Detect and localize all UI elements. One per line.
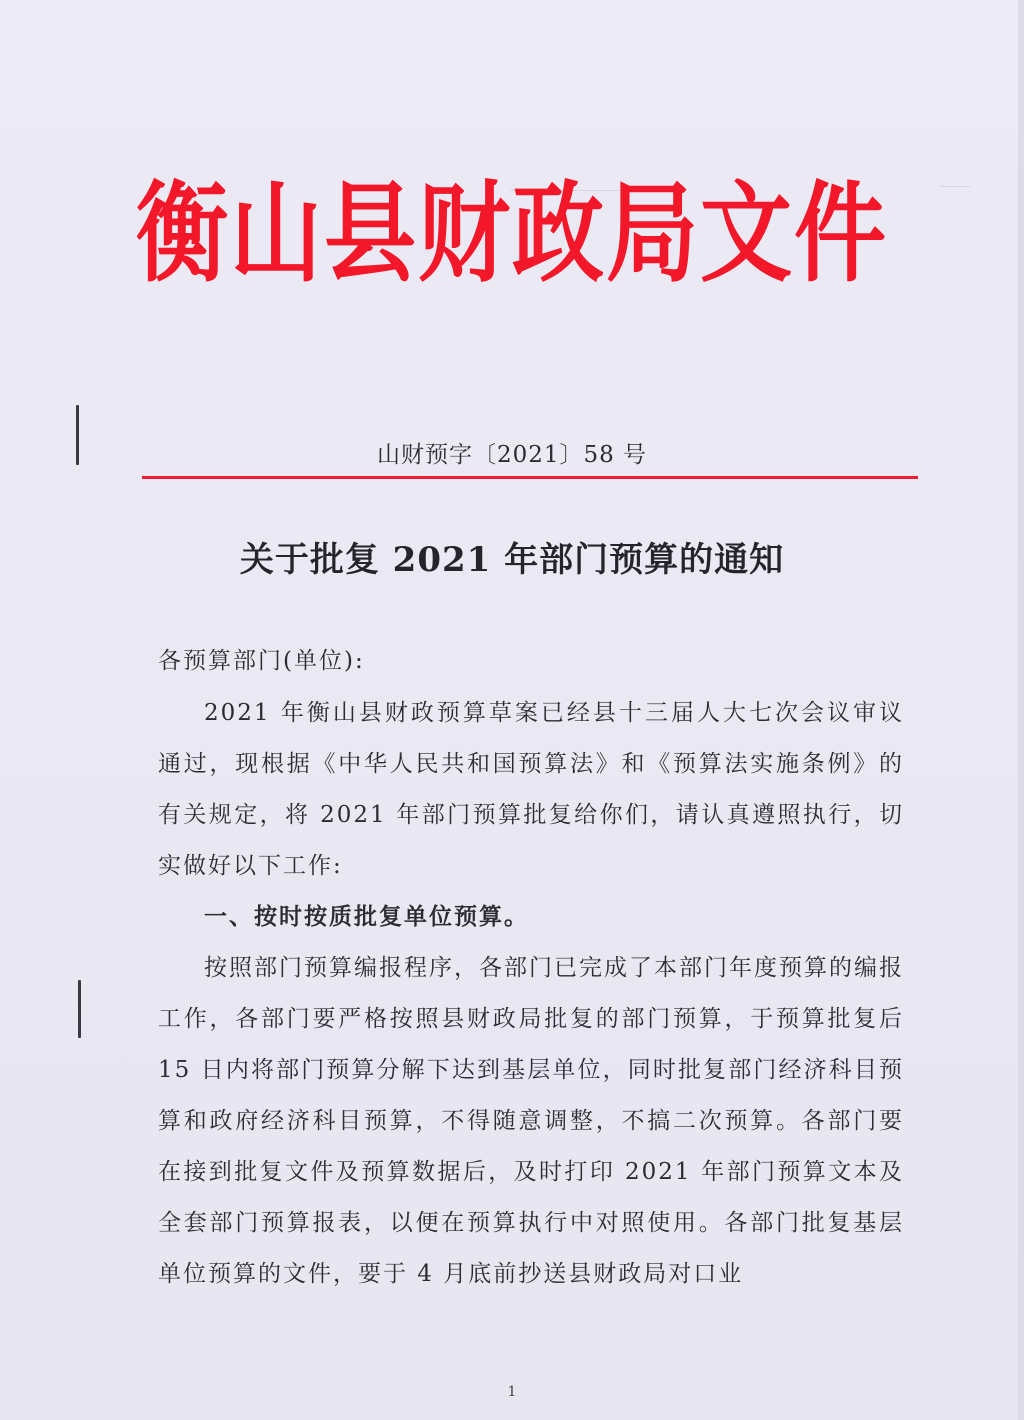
- paragraph-section-1: 按照部门预算编报程序，各部门已完成了本部门年度预算的编报工作，各部门要严格按照县财政局批复的部门预算，于预算批复后 15 日内将部门预算分解下达到基层单位，同时批复部门经济科目预算和政府经济科目预算，不得随意调整，不搞二次预算。各部门要在接到批复文件及预算数据后，及时打印 2021 年部门预算文本及全套部门预算报表，以便在预算执行中对照使用。各部门批复基层单位预算的文件，要于 4 月底前抄送县财政局对口业: [158, 955, 904, 1287]
- section-heading-1: 一、按时按质批复单位预算。: [204, 904, 529, 930]
- paragraph-intro: 2021 年衡山县财政预算草案已经县十三届人大七次会议审议通过，现根据《中华人民共和国预算法》和《预算法实施条例》的有关规定，将 2021 年部门预算批复给你们，请认真遵照执行，切实做好以下工作:: [158, 700, 904, 879]
- binding-mark-bottom: [78, 980, 81, 1038]
- red-separator-rule: [142, 476, 918, 479]
- notice-title: 关于批复 2021 年部门预算的通知: [239, 540, 785, 580]
- document-number: 山财预字〔2021〕58 号: [376, 442, 648, 468]
- masthead-title: 衡山县财政局文件: [135, 170, 888, 297]
- page-number: 1: [507, 1384, 517, 1400]
- salutation: 各预算部门(单位):: [158, 648, 365, 674]
